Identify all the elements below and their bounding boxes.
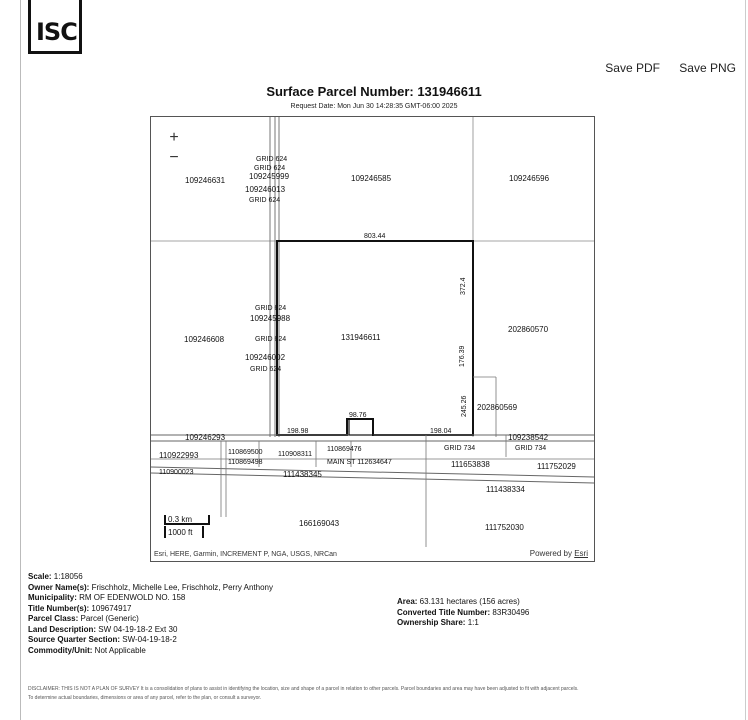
parcel-details-right — [397, 597, 529, 629]
parcel-label: 202860569 — [477, 403, 518, 412]
detail-row-title-number: Title Number(s): 109674917 — [28, 603, 132, 613]
parcel-label: 111752030 — [485, 523, 524, 532]
detail-row-owner: Owner Name(s): Frischholz, Michelle Lee, Frischholz, Perry Anthony — [28, 582, 273, 592]
parcel-label: GRID 624 — [255, 305, 287, 312]
detail-row-ownership-share: Ownership Share: 1:1 — [397, 618, 479, 627]
scale-bar — [164, 515, 210, 539]
parcel-label: 110869498 — [228, 459, 263, 466]
parcel-label: 111653838 — [451, 460, 490, 469]
disclaimer — [28, 685, 743, 703]
parcel-label: 109238542 — [508, 433, 549, 442]
detail-row-land-description: Land Description: SW 04-19-18-2 Ext 30 — [28, 624, 178, 634]
parcel-label: 110922993 — [159, 451, 199, 460]
isc-logo — [28, 0, 82, 54]
disclaimer-line-1: DISCLAIMER: THIS IS NOT A PLAN OF SURVEY It is a consolidation of plans to assist in identifying the location, size and shape of a parcel in relation to other parcels. Parcel boundaries and area may have been adjusted to fit with adjacent parcels. — [28, 686, 579, 692]
detail-row-converted-title: Converted Title Number: 83R30496 — [397, 607, 530, 617]
logo-text: ISC — [36, 18, 77, 46]
detail-row-commodity: Commodity/Unit: Not Applicable — [28, 645, 146, 655]
dimension-label: 98.76 — [349, 412, 367, 419]
detail-row-source-quarter: Source Quarter Section: SW-04-19-18-2 — [28, 635, 177, 644]
parcel-label: 109246631 — [185, 176, 226, 185]
parcel-label: GRID 624 — [250, 366, 282, 373]
parcel-label: 111438345 — [283, 470, 322, 479]
detail-row-municipality: Municipality: RM OF EDENWOLD NO. 158 — [28, 593, 186, 602]
dimension-label: 372.4 — [460, 277, 467, 295]
parcel-label: GRID 624 — [256, 156, 288, 163]
parcel-label: GRID 734 — [515, 445, 547, 452]
parcel-label: 109246596 — [509, 174, 550, 183]
disclaimer-line-2: To determine actual boundaries, dimensions or area of any parcel, refer to the plan, or consult a surveyor. — [28, 695, 262, 701]
parcel-label: GRID 734 — [444, 445, 476, 452]
parcel-label: 109246293 — [185, 433, 226, 442]
parcel-label: 109246585 — [351, 174, 392, 183]
dimension-label: 245.26 — [461, 395, 468, 417]
scale-km-label: 0.3 km — [168, 515, 193, 524]
parcel-label: 110900023 — [159, 469, 194, 476]
zoom-in-button[interactable]: + — [169, 129, 179, 146]
parcel-details-left — [28, 572, 273, 656]
top-actions — [589, 61, 736, 75]
parcel-label: GRID 624 — [254, 165, 286, 172]
parcel-label: GRID 624 — [255, 336, 287, 343]
detail-row-parcel-class: Parcel Class: Parcel (Generic) — [28, 614, 139, 623]
parcel-label: 110908311 — [278, 451, 312, 458]
save-png-button[interactable]: Save PNG — [679, 61, 736, 75]
powered-by[interactable] — [530, 549, 588, 558]
parcel-label: 111752029 — [537, 462, 576, 471]
parcel-label: 109245988 — [250, 314, 291, 323]
parcel-label: 109246013 — [245, 185, 286, 194]
parcel-label: 110869500 — [228, 449, 263, 456]
dimension-label: 198.04 — [430, 428, 452, 435]
powered-by-prefix: Powered by — [529, 549, 575, 558]
parcel-label: 109245999 — [249, 172, 290, 181]
detail-row-area: Area: 63.131 hectares (156 acres) — [397, 597, 520, 606]
subject-parcel-label: 131946611 — [341, 333, 381, 342]
zoom-out-button[interactable]: − — [169, 149, 179, 166]
parcel-label: GRID 624 — [249, 197, 281, 204]
parcel-label: 109246608 — [184, 335, 225, 344]
save-pdf-button[interactable]: Save PDF — [605, 61, 660, 75]
detail-row-scale: Scale: 1:18056 — [28, 572, 83, 581]
parcel-label: 110869476 — [327, 446, 362, 453]
parcel-map[interactable] — [150, 116, 595, 562]
parcel-label: 109246002 — [245, 353, 286, 362]
report-title: Surface Parcel Number: 131946611 — [266, 84, 482, 99]
dimension-label: 176.39 — [459, 345, 466, 367]
request-date: Request Date: Mon Jun 30 14:28:35 GMT-06:00 2025 — [290, 103, 458, 110]
dimension-label: 198.98 — [287, 428, 309, 435]
scale-ft-label: 1000 ft — [168, 528, 193, 537]
street-label: MAIN ST 112634647 — [327, 459, 392, 466]
esri-link[interactable]: Esri — [574, 549, 588, 558]
parcel-label: 111438334 — [486, 485, 525, 494]
map-attribution: Esri, HERE, Garmin, INCREMENT P, NGA, USGS, NRCan — [154, 551, 337, 558]
parcel-map-graphic — [151, 117, 595, 562]
parcel-label: 202860570 — [508, 325, 549, 334]
parcel-label: 166169043 — [299, 519, 340, 528]
dimension-label: 803.44 — [364, 233, 386, 240]
